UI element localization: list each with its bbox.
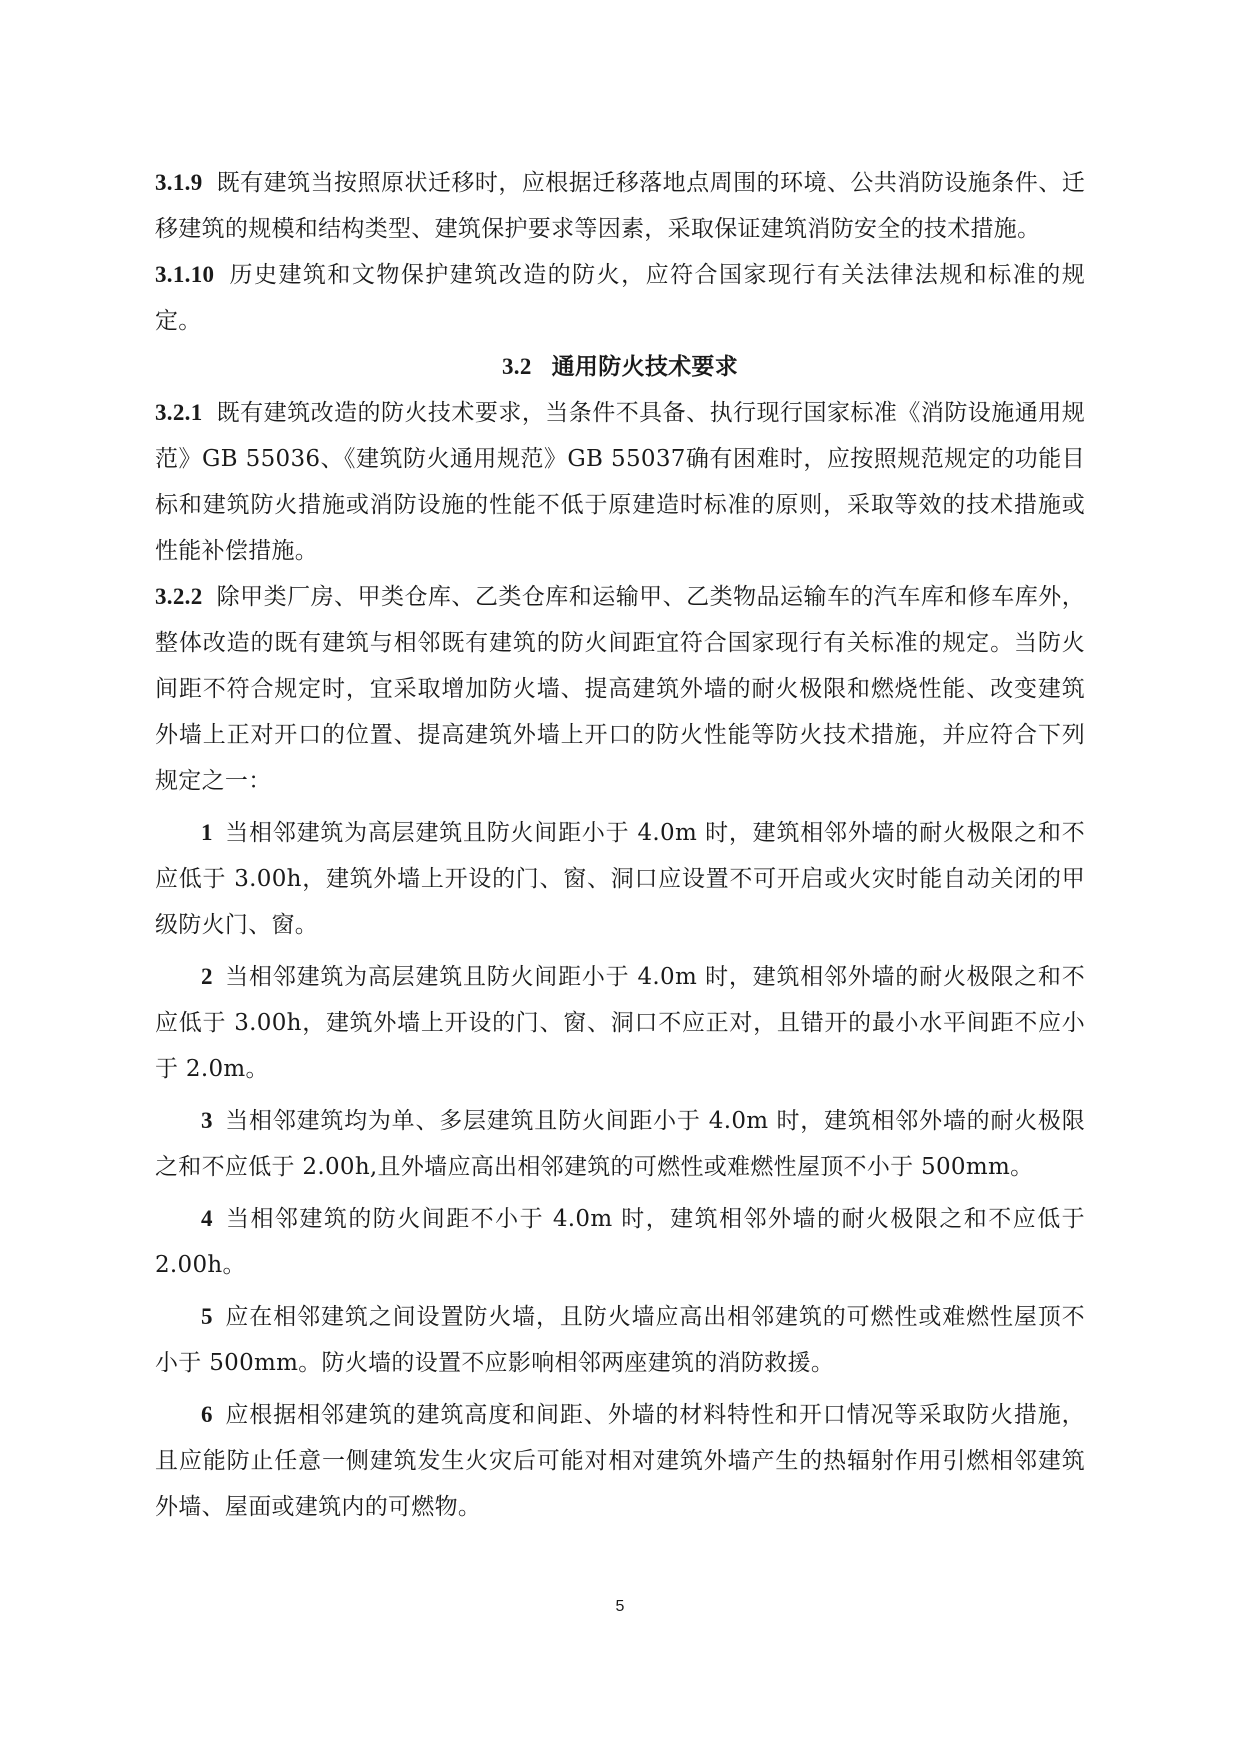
item-text: 应根据相邻建筑的建筑高度和间距、外墙的材料特性和开口情况等采取防火措施，且应能防止任意一侧建筑发生火灾后可能对相对建筑外墙产生的热辐射作用引燃相邻建筑外墙、屋面或建筑内的可燃物。 [155,1402,1085,1520]
item-text: 当相邻建筑为高层建筑且防火间距小于 4.0m 时，建筑相邻外墙的耐火极限之和不应低于 3.00h，建筑外墙上开设的门、窗、洞口应设置不可开启或火灾时能自动关闭的甲级防火门、窗。 [155,820,1085,938]
clause-3-2-1 [155,390,1085,574]
clause-3-1-10 [155,252,1085,344]
section-heading [155,344,1085,390]
list-item [155,1098,1085,1190]
clause-3-1-9 [155,160,1085,252]
page-number: 5 [615,1598,625,1615]
list-item [155,954,1085,1092]
clause-text: 既有建筑当按照原状迁移时，应根据迁移落地点周围的环境、公共消防设施条件、迁移建筑的规模和结构类型、建筑保护要求等因素，采取保证建筑消防安全的技术措施。 [155,170,1085,242]
clause-3-2-2 [155,574,1085,804]
section-title-text: 通用防火技术要求 [551,353,739,380]
clause-number: 3.1.9 [155,170,203,195]
item-number: 2 [201,964,213,989]
clause-text: 除甲类厂房、甲类仓库、乙类仓库和运输甲、乙类物品运输车的汽车库和修车库外，整体改造的既有建筑与相邻既有建筑的防火间距宜符合国家现行有关标准的规定。当防火间距不符合规定时，宜采取增加防火墙、提高建筑外墙的耐火极限和燃烧性能、改变建筑外墙上正对开口的位置、提高建筑外墙上开口的防火性能等防火技术措施，并应符合下列规定之一： [155,584,1085,794]
clause-number: 3.2.1 [155,400,203,425]
section-number: 3.2 [501,354,532,379]
list-item [155,810,1085,948]
clause-text: 历史建筑和文物保护建筑改造的防火，应符合国家现行有关法律法规和标准的规定。 [155,262,1085,334]
item-number: 3 [201,1108,213,1133]
list-item [155,1196,1085,1288]
item-text: 当相邻建筑均为单、多层建筑且防火间距小于 4.0m 时，建筑相邻外墙的耐火极限之和不应低于 2.00h,且外墙应高出相邻建筑的可燃性或难燃性屋顶不小于 500mm。 [155,1108,1085,1180]
item-number: 6 [201,1402,213,1427]
list-item [155,1294,1085,1386]
item-number: 1 [201,820,213,845]
clause-text: 既有建筑改造的防火技术要求，当条件不具备、执行现行国家标准《消防设施通用规范》GB 55036、《建筑防火通用规范》GB 55037确有困难时，应按照规范规定的功能目标和建筑防火措施或消防设施的性能不低于原建造时标准的原则，采取等效的技术措施或性能补偿措施。 [155,400,1085,564]
item-text: 当相邻建筑的防火间距不小于 4.0m 时，建筑相邻外墙的耐火极限之和不应低于 2.00h。 [155,1206,1085,1278]
list-item [155,1392,1085,1530]
item-text: 当相邻建筑为高层建筑且防火间距小于 4.0m 时，建筑相邻外墙的耐火极限之和不应低于 3.00h，建筑外墙上开设的门、窗、洞口不应正对，且错开的最小水平间距不应小于 2.0m。 [155,964,1085,1082]
item-number: 5 [201,1304,213,1329]
clause-number: 3.2.2 [155,584,203,609]
document-body [155,160,1085,1530]
item-text: 应在相邻建筑之间设置防火墙，且防火墙应高出相邻建筑的可燃性或难燃性屋顶不小于 500mm。防火墙的设置不应影响相邻两座建筑的消防救援。 [155,1304,1085,1376]
clause-number: 3.1.10 [155,262,215,287]
item-number: 4 [201,1206,213,1231]
